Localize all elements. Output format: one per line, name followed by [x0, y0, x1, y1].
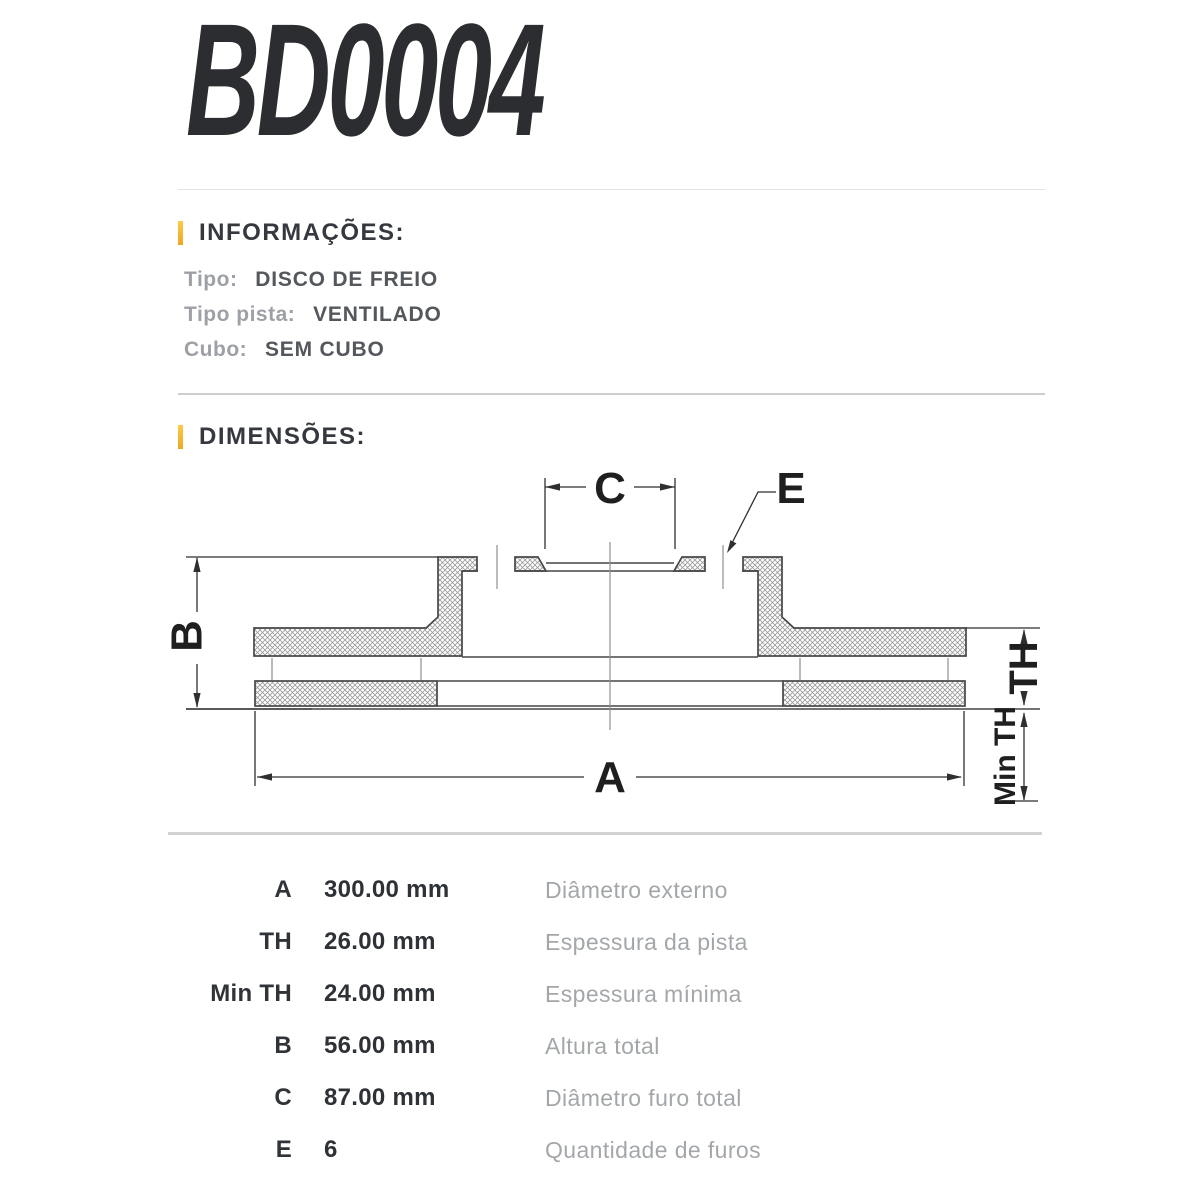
table-row: [178, 968, 1045, 1020]
dim-value: 87.00 mm: [324, 1084, 436, 1111]
dim-description: Espessura mínima: [545, 981, 742, 1007]
dim-code: TH: [259, 928, 292, 955]
dimensoes-heading-label: DIMENSÕES:: [199, 423, 367, 450]
dim-description: Altura total: [545, 1033, 660, 1059]
table-row: [178, 1124, 1045, 1176]
dim-description: Quantidade de furos: [545, 1137, 762, 1163]
dim-label-min-th: Min TH: [988, 706, 1022, 806]
dim-value: 300.00 mm: [324, 876, 450, 903]
dim-description: Diâmetro externo: [545, 877, 728, 903]
table-row: [178, 1020, 1045, 1072]
table-row: [178, 864, 1045, 916]
dimensions-table: [178, 864, 1045, 1176]
separator-line: [168, 832, 1042, 835]
dim-code: C: [274, 1084, 292, 1111]
dim-code: B: [274, 1032, 292, 1059]
dim-description: Espessura da pista: [545, 929, 748, 955]
dim-description: Diâmetro furo total: [545, 1085, 742, 1111]
dim-value: 24.00 mm: [324, 980, 436, 1007]
dim-code: Min TH: [210, 980, 292, 1007]
info-label: Cubo:: [184, 338, 248, 361]
product-code-title: BD0004: [186, 0, 543, 169]
table-row: [178, 1072, 1045, 1124]
info-label: Tipo pista:: [184, 303, 296, 326]
dim-label-e: E: [776, 464, 806, 513]
dim-value: 56.00 mm: [324, 1032, 436, 1059]
info-value: SEM CUBO: [265, 338, 385, 361]
dim-label-th: TH: [1002, 641, 1047, 695]
informacoes-heading-label: INFORMAÇÕES:: [199, 219, 405, 246]
dim-value: 26.00 mm: [324, 928, 436, 955]
info-value: VENTILADO: [313, 303, 442, 326]
dim-code: E: [275, 1136, 292, 1163]
info-value: DISCO DE FREIO: [255, 268, 438, 291]
info-label: Tipo:: [184, 268, 238, 291]
dim-label-a: A: [594, 753, 626, 802]
dim-label-c: C: [594, 464, 626, 513]
table-row: [178, 916, 1045, 968]
dimension-e: [729, 492, 776, 549]
dim-label-b: B: [162, 620, 212, 652]
dim-code: A: [274, 876, 292, 903]
dim-value: 6: [324, 1136, 338, 1163]
